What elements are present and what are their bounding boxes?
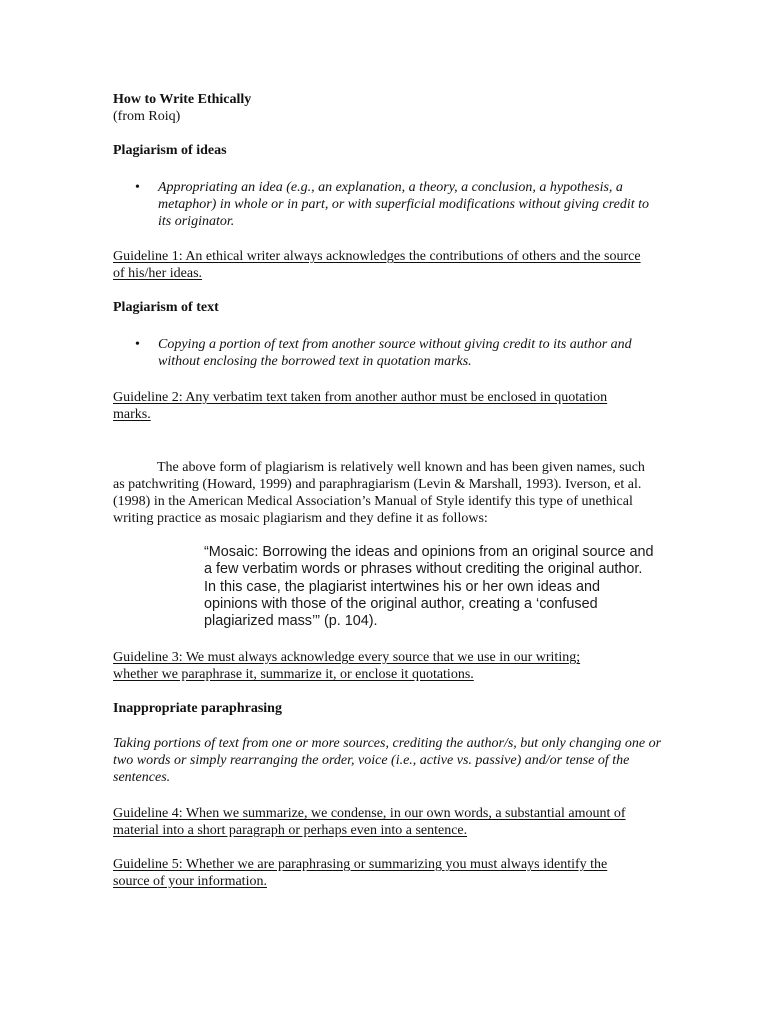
heading-inappropriate-paraphrasing: Inappropriate paraphrasing [113,701,282,716]
guideline-4: Guideline 4: When we summarize, we condense, in our own words, a substantial amount of material into a short paragraph or perhaps even into a sentence. [113,806,626,838]
guideline-2: Guideline 2: Any verbatim text taken from another author must be enclosed in quotation marks. [113,390,608,422]
guideline-3: Guideline 3: We must always acknowledge every source that we use in our writing; whether we paraphrase it, summarize it, or enclose it quotations. [113,650,581,682]
block-quote: “Mosaic: Borrowing the ideas and opinions from an original source and a few verbatim words or phrases without crediting the original author. In this case, the plagiarist intertwines his or her own ideas and opinions with those of the original author, creating a ‘confused plagiarized mass’” (p. 104). [204,544,654,630]
heading-plagiarism-of-ideas: Plagiarism of ideas [113,143,227,158]
bullet-icon: • [135,337,140,352]
heading-plagiarism-of-text: Plagiarism of text [113,300,219,315]
document-title: How to Write Ethically [113,92,252,107]
paraphrasing-description: Taking portions of text from one or more sources, crediting the author/s, but only changing one or two words or simply rearranging the order, voice (i.e., active vs. passive) and/or tense of the sentences. [113,736,662,785]
bullet-text-copying: Copying a portion of text from another source without giving credit to its author and without enclosing the borrowed text in quotation marks. [158,337,632,369]
bullet-text-ideas: Appropriating an idea (e.g., an explanation, a theory, a conclusion, a hypothesis, a metaphor) in whole or in part, or with superficial modifications without giving credit to its originator. [158,180,650,229]
guideline-1: Guideline 1: An ethical writer always acknowledges the contributions of others and the source of his/her ideas. [113,249,641,281]
body-paragraph: The above form of plagiarism is relatively well known and has been given names, such as patchwriting (Howard, 1999) and paraphragiarism (Levin & Marshall, 1993). Iverson, et al. (1998) in the American Medical Association’s Manual of Style identify this type of unethical writing practice as mosaic plagiarism and they define it as follows: [113,460,645,526]
guideline-5: Guideline 5: Whether we are paraphrasing or summarizing you must always identify the source of your information. [113,857,608,889]
bullet-icon: • [135,180,140,195]
document-subtitle: (from Roiq) [113,109,181,124]
